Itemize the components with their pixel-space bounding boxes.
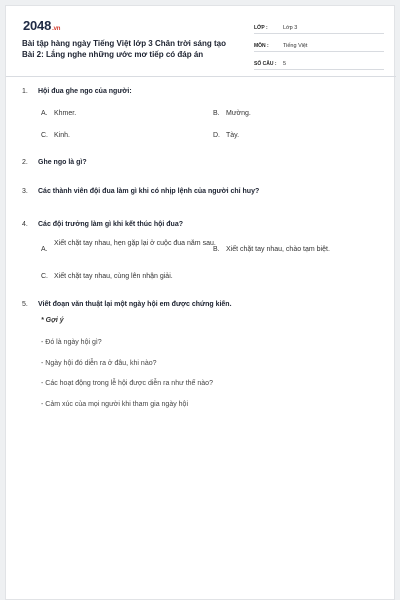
option-text: Xiết chặt tay nhau, chào tạm biệt. (226, 246, 330, 253)
suggestion-item: - Ngày hội đó diễn ra ở đâu, khi nào? (41, 360, 157, 367)
question-number: 3. (22, 188, 28, 195)
question-number: 4. (22, 221, 28, 228)
meta-label: SỐ CÂU : (254, 61, 277, 67)
option-letter: A. (41, 110, 48, 117)
meta-value: Tiếng Việt (283, 43, 308, 49)
meta-value: 5 (283, 61, 287, 67)
meta-row-count (254, 54, 384, 70)
option-letter: A. (41, 246, 48, 253)
worksheet-meta (254, 18, 384, 70)
question-number: 1. (22, 88, 28, 95)
worksheet-header (6, 6, 396, 76)
meta-label: LỚP : (254, 25, 268, 31)
option-letter: C. (41, 132, 48, 139)
option-letter: C. (41, 273, 48, 280)
option-text: Khmer. (54, 110, 77, 117)
option-text: Mường. (226, 110, 251, 117)
suggestion-label: * Gợi ý (41, 317, 64, 324)
option-letter: B. (213, 110, 220, 117)
question-number: 5. (22, 301, 28, 308)
worksheet-page (5, 5, 395, 600)
question-text: Các thành viên đội đua làm gì khi có nhịp lệnh của người chỉ huy? (38, 188, 260, 195)
worksheet-title: Bài tập hàng ngày Tiếng Việt lớp 3 Chân trời sáng tạo Bài 2: Lắng nghe những ước mơ tiếp có đáp án (22, 39, 226, 59)
option-text: Kinh. (54, 132, 70, 139)
suggestion-item: - Đó là ngày hội gì? (41, 339, 102, 346)
meta-value: Lớp 3 (283, 25, 298, 31)
meta-row-class (254, 18, 384, 34)
option-text: Tày. (226, 132, 240, 139)
option-text: Xiết chặt tay nhau, hẹn gặp lại ở cuộc đua năm sau. (54, 240, 216, 247)
meta-row-subject (254, 36, 384, 52)
suggestion-item: - Các hoạt động trong lễ hội được diễn ra như thế nào? (41, 380, 213, 387)
question-number: 2. (22, 159, 28, 166)
question-text: Ghe ngo là gì? (38, 159, 87, 166)
option-letter: D. (213, 132, 220, 139)
option-text: Xiết chặt tay nhau, cùng lên nhận giải. (54, 273, 173, 280)
option-letter: B. (213, 246, 220, 253)
question-text: Hội đua ghe ngo của người: (38, 88, 132, 95)
header-divider (6, 76, 396, 77)
suggestion-item: - Cảm xúc của mọi người khi tham gia ngày hội (41, 401, 189, 408)
site-logo[interactable] (23, 18, 60, 33)
logo-suffix: .vn (52, 26, 61, 32)
logo-main: 2048 (23, 18, 52, 33)
question-text: Các đội trưởng làm gì khi kết thúc hội đua? (38, 221, 184, 228)
question-text: Viết đoạn văn thuật lại một ngày hội em được chứng kiến. (38, 301, 232, 308)
meta-label: MÔN : (254, 43, 269, 49)
